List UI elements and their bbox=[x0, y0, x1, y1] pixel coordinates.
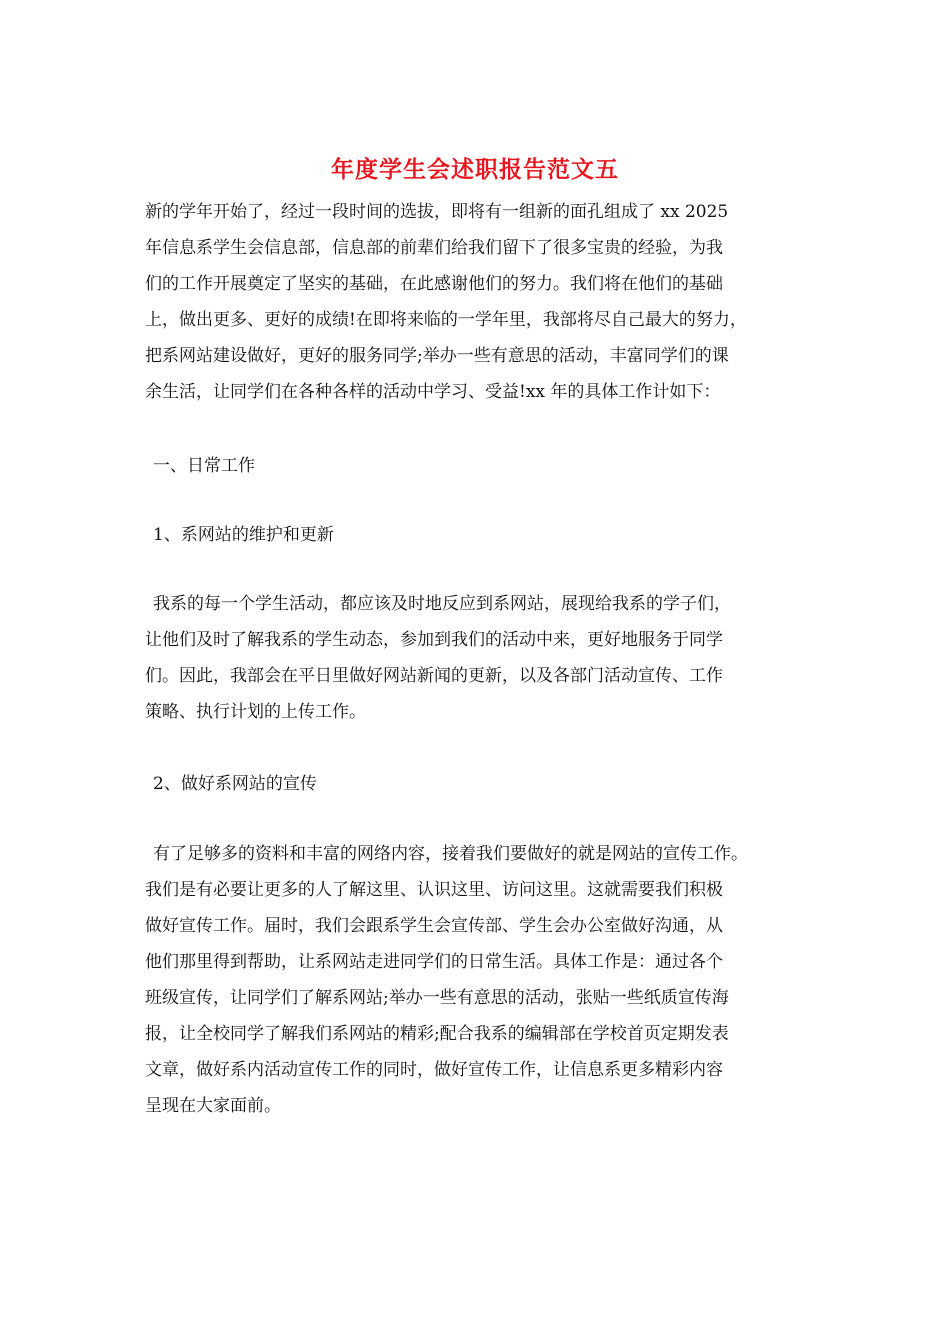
paragraph-line: 策略、执行计划的上传工作。 bbox=[145, 702, 366, 722]
intro-line: 新的学年开始了，经过一段时间的选拔，即将有一组新的面孔组成了 xx 2025 bbox=[145, 202, 729, 222]
paragraph-line: 我系的每一个学生活动，都应该及时地反应到系网站，展现给我系的学子们， bbox=[153, 594, 731, 614]
item-heading: 2、做好系网站的宣传 bbox=[153, 774, 317, 794]
intro-line: 们的工作开展奠定了坚实的基础，在此感谢他们的努力。我们将在他们的基础 bbox=[145, 274, 723, 294]
paragraph-line: 班级宣传，让同学们了解系网站;举办一些有意思的活动，张贴一些纸质宣传海 bbox=[145, 988, 729, 1008]
paragraph-line: 文章，做好系内活动宣传工作的同时，做好宣传工作，让信息系更多精彩内容 bbox=[145, 1060, 723, 1080]
intro-line: 上，做出更多、更好的成绩!在即将来临的一学年里，我部将尽自己最大的努力， bbox=[145, 310, 747, 330]
section-heading: 一、日常工作 bbox=[153, 456, 255, 476]
paragraph-line: 呈现在大家面前。 bbox=[145, 1096, 281, 1116]
paragraph-line: 有了足够多的资料和丰富的网络内容，接着我们要做好的就是网站的宣传工作。 bbox=[153, 844, 748, 864]
intro-line: 年信息系学生会信息部，信息部的前辈们给我们留下了很多宝贵的经验，为我 bbox=[145, 238, 723, 258]
paragraph-line: 我们是有必要让更多的人了解这里、认识这里、访问这里。这就需要我们积极 bbox=[145, 880, 723, 900]
paragraph-line: 他们那里得到帮助，让系网站走进同学们的日常生活。具体工作是：通过各个 bbox=[145, 952, 723, 972]
paragraph-line: 做好宣传工作。届时，我们会跟系学生会宣传部、学生会办公室做好沟通，从 bbox=[145, 916, 723, 936]
item-heading: 1、系网站的维护和更新 bbox=[153, 525, 334, 545]
paragraph-line: 让他们及时了解我系的学生动态，参加到我们的活动中来，更好地服务于同学 bbox=[145, 630, 723, 650]
intro-line: 余生活，让同学们在各种各样的活动中学习、受益!xx 年的具体工作计如下： bbox=[145, 382, 721, 402]
intro-line: 把系网站建设做好，更好的服务同学;举办一些有意思的活动，丰富同学们的课 bbox=[145, 346, 729, 366]
paragraph-line: 们。因此，我部会在平日里做好网站新闻的更新，以及各部门活动宣传、工作 bbox=[145, 666, 723, 686]
document-title: 年度学生会述职报告范文五 bbox=[331, 156, 619, 183]
paragraph-line: 报，让全校同学了解我们系网站的精彩;配合我系的编辑部在学校首页定期发表 bbox=[145, 1024, 729, 1044]
